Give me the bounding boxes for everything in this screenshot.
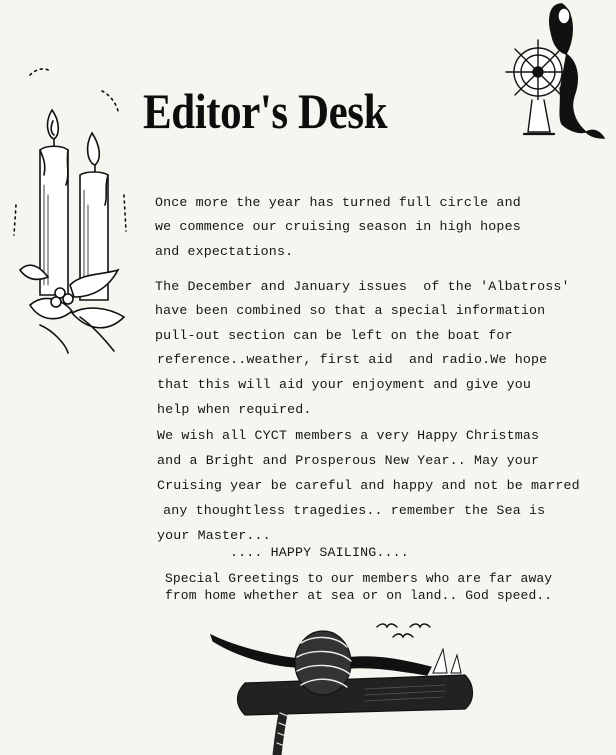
page-title: Editor's Desk bbox=[143, 83, 388, 139]
intro-line: Once more the year has turned full circle and bbox=[155, 195, 521, 210]
body-line: reference..weather, first aid and radio.We hope bbox=[157, 352, 548, 367]
body-line: your Master... bbox=[157, 528, 271, 543]
intro-line: and expectations. bbox=[155, 244, 294, 259]
body-line: help when required. bbox=[157, 402, 312, 417]
body-line: pull-out section can be left on the boat for bbox=[155, 328, 513, 343]
greeting-line: Special Greetings to our members who are far away bbox=[165, 571, 553, 586]
body-line: any thoughtless tragedies.. remember the Sea is bbox=[155, 503, 546, 518]
slogan: .... HAPPY SAILING.... bbox=[230, 545, 409, 560]
greeting-line: from home whether at sea or on land.. God speed.. bbox=[165, 588, 553, 603]
mermaid-wheel-icon bbox=[504, 0, 614, 140]
body-line: We wish all CYCT members a very Happy Christmas bbox=[157, 428, 540, 443]
body-line: Cruising year be careful and happy and not be marred bbox=[157, 478, 580, 493]
christmas-candles-icon bbox=[10, 55, 130, 355]
intro-line: we commence our cruising season in high hopes bbox=[155, 219, 521, 234]
body-line: that this will aid your enjoyment and give you bbox=[157, 377, 531, 392]
body-line: and a Bright and Prosperous New Year.. May your bbox=[157, 453, 540, 468]
body-line: The December and January issues of the 'Albatross' bbox=[155, 279, 570, 294]
body-line: have been combined so that a special information bbox=[155, 303, 546, 318]
mooring-cleat-icon bbox=[205, 605, 535, 755]
